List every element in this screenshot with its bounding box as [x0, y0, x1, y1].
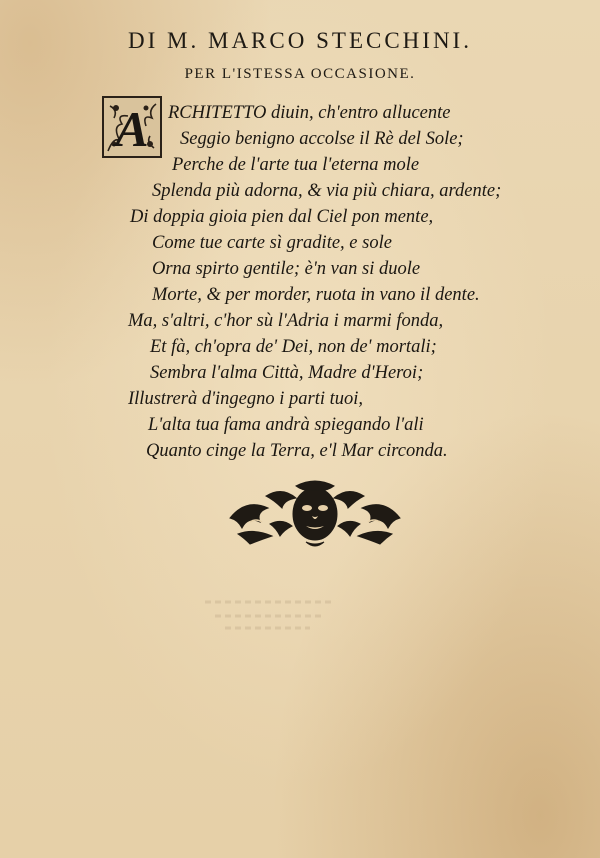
poem-line: Di doppia gioia pien dal Ciel pon mente, — [130, 207, 434, 227]
poem-line: Perche de l'arte tua l'eterna mole — [172, 155, 420, 175]
printers-ornament-icon — [226, 478, 404, 550]
poem-line: Ma, s'altri, c'hor sù l'Adria i marmi fonda, — [128, 311, 444, 331]
page-heading: DI M. MARCO STECCHINI. — [128, 28, 472, 53]
poem-line: RCHITETTO diuin, ch'entro allucente — [168, 103, 451, 123]
poem-line: Quanto cinge la Terra, e'l Mar circonda. — [146, 441, 448, 461]
poem-line: Illustrerà d'ingegno i parti tuoi, — [128, 389, 364, 409]
poem-line: Splenda più adorna, & via più chiara, ardente; — [152, 181, 502, 201]
poem-line: Morte, & per morder, ruota in vano il dente. — [152, 285, 480, 305]
poem-line: Orna spirto gentile; è'n van si duole — [152, 259, 421, 279]
poem-line: Come tue carte sì gradite, e sole — [152, 233, 392, 253]
page-subheading: PER L'ISTESSA OCCASIONE. — [184, 66, 416, 82]
poem-line: Et fà, ch'opra de' Dei, non de' mortali; — [150, 337, 437, 357]
initial-letter: A — [115, 101, 149, 157]
poem-line: Sembra l'alma Città, Madre d'Heroi; — [150, 363, 424, 383]
show-through-marks — [200, 590, 340, 630]
decorated-initial-icon — [102, 96, 162, 158]
poem-line: L'alta tua fama andrà spiegando l'ali — [148, 415, 424, 435]
poem-line: Seggio benigno accolse il Rè del Sole; — [180, 129, 464, 149]
